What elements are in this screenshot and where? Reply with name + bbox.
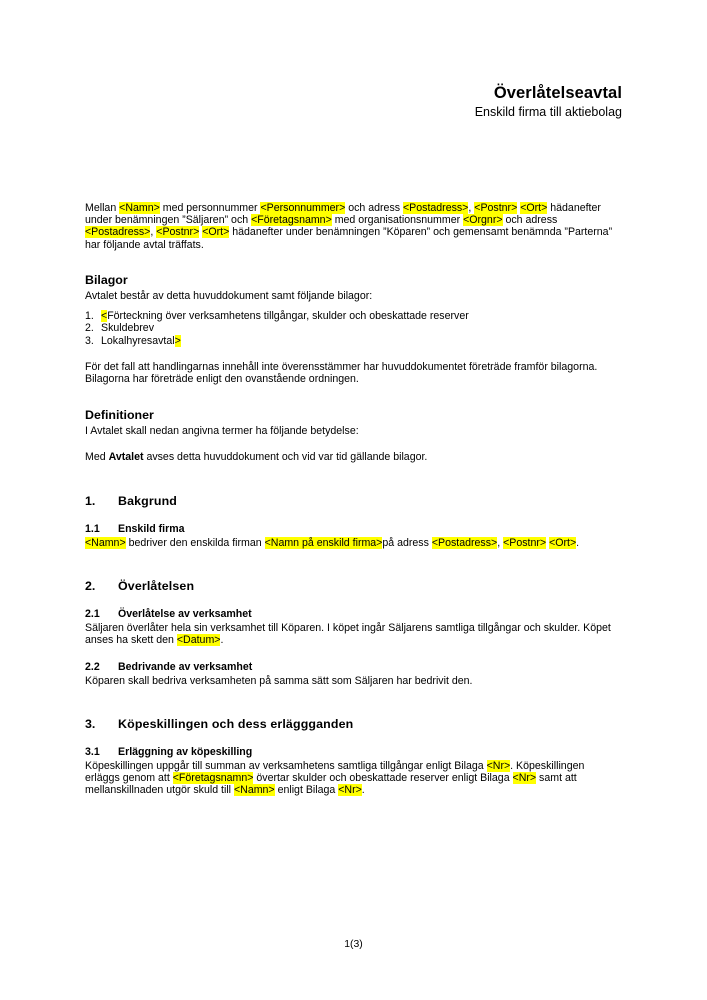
placeholder-namn: <Namn> <box>85 537 126 550</box>
section-1-title: Bakgrund <box>118 494 178 509</box>
heading-section-1-1 <box>85 523 622 536</box>
section-3-1-text-1: Köpeskillingen uppgår till summan av verksamhetens samtliga tillgångar enligt Bilaga <box>85 759 487 772</box>
placeholder-namn: <Namn> <box>119 202 160 214</box>
bilagor-note: För det fall att handlingarnas innehåll inte överensstämmer har huvuddokumentet företräde framför bilagorna. Bilagorna har företräde enligt den ovanstående ordningen. <box>85 361 598 386</box>
page-footer: 1(3) <box>344 939 363 950</box>
placeholder-nr-3: <Nr> <box>338 784 362 797</box>
intro-text-4: , <box>468 202 475 214</box>
section-2-1-text-1: Säljaren överlåter hela sin verksamhet till Köparen. I köpet ingår Säljarens samtliga tillgångar och skulder. Köpet anses ha skett den <box>85 622 611 647</box>
placeholder-open-bracket: < <box>101 310 108 323</box>
heading-section-2-1 <box>85 608 622 621</box>
section-1-1-text-5: . <box>576 537 580 550</box>
section-3-title: Köpeskillingen och dess erläggganden <box>118 716 354 731</box>
definition-term: Avtalet <box>108 450 144 463</box>
list-item <box>85 322 622 334</box>
bilagor-list <box>85 310 622 347</box>
placeholder-foretagsnamn: <Företagsnamn> <box>251 214 332 227</box>
heading-section-1 <box>85 493 622 509</box>
list-item <box>85 335 622 347</box>
section-3-1-paragraph <box>85 760 622 797</box>
placeholder-close-bracket: > <box>174 334 181 347</box>
heading-section-2-2 <box>85 661 622 674</box>
placeholder-personnummer: <Personnummer> <box>260 202 346 214</box>
placeholder-nr-1: <Nr> <box>486 759 511 772</box>
placeholder-nr-2: <Nr> <box>512 772 537 785</box>
placeholder-ort: <Ort> <box>520 202 548 214</box>
placeholder-postadress: <Postadress> <box>403 202 469 214</box>
bilagor-lead: Avtalet består av detta huvuddokument samt följande bilagor: <box>85 289 373 302</box>
definitioner-lead: I Avtalet skall nedan angivna termer ha följande betydelse: <box>85 424 359 437</box>
section-3-1-text-3: övertar skulder och obeskattade reserver enligt Bilaga <box>253 772 513 785</box>
placeholder-namn: <Namn> <box>233 784 275 797</box>
section-2-number: 2. <box>85 579 96 594</box>
section-2-1-text-2: . <box>220 634 224 647</box>
section-2-1-title: Överlåtelse av verksamhet <box>118 608 252 621</box>
page-title: Överlåtelseavtal <box>493 84 622 102</box>
heading-section-3 <box>85 716 622 732</box>
section-1-1-number: 1.1 <box>85 523 100 536</box>
intro-text-7: med organisationsnummer <box>331 214 464 227</box>
section-1-1-title: Enskild firma <box>118 523 185 536</box>
section-1-1-paragraph <box>85 537 622 549</box>
list-item-body <box>101 310 622 322</box>
list-item-body <box>101 335 622 347</box>
definition-suffix: avses detta huvuddokument och vid var tid gällande bilagor. <box>143 450 428 463</box>
section-2-title: Överlåtelsen <box>118 579 195 594</box>
section-1-number: 1. <box>85 494 96 509</box>
list-item-index: 2. <box>85 322 94 335</box>
section-2-1-number: 2.1 <box>85 608 100 621</box>
section-3-1-text-4: samt att mellanskillnaden utgör skuld till <box>85 772 577 797</box>
definition-prefix: Med <box>85 450 109 463</box>
heading-bilagor: Bilagor <box>85 272 128 287</box>
placeholder-foretagsnamn: <Företagsnamn> <box>172 772 254 785</box>
list-item <box>85 310 622 322</box>
intro-text-2: med personnummer <box>159 202 261 214</box>
list-item-label: Förteckning över verksamhetens tillgångar, skulder och obeskattade reserver <box>107 310 469 323</box>
placeholder-postnr: <Postnr> <box>474 202 518 214</box>
section-3-1-number: 3.1 <box>85 745 100 758</box>
intro-text-11: hädanefter under benämningen ”Köparen” och gemensamt benämnda ”Parterna” har följande avtal träffats. <box>85 226 613 251</box>
heading-section-3-1 <box>85 746 622 759</box>
section-1-1-text-1: bedriver den enskilda firman <box>125 537 265 550</box>
placeholder-datum: <Datum> <box>176 634 221 647</box>
document-header <box>85 84 622 120</box>
section-1-1-text-2: på adress <box>382 537 432 550</box>
section-2-2-paragraph: Köparen skall bedriva verksamheten på samma sätt som Säljaren har bedrivit den. <box>85 674 473 687</box>
section-2-2-title: Bedrivande av verksamhet <box>118 660 253 673</box>
placeholder-postnr-2: <Postnr> <box>156 226 200 239</box>
section-3-1-text-6: . <box>361 784 365 797</box>
intro-text-1: Mellan <box>85 202 120 214</box>
placeholder-postadress-2: <Postadress> <box>85 226 151 239</box>
list-item-label: Skuldebrev <box>101 322 154 335</box>
section-2-2-number: 2.2 <box>85 660 100 673</box>
section-2-1-paragraph <box>85 622 622 646</box>
list-item-index: 1. <box>85 310 94 323</box>
section-3-number: 3. <box>85 716 96 731</box>
list-item-label: Lokalhyresavtal <box>101 334 175 347</box>
document-body <box>85 202 622 796</box>
intro-paragraph <box>85 202 622 251</box>
placeholder-firmanamn: <Namn på enskild firma> <box>264 537 383 550</box>
placeholder-orgnr: <Orgnr> <box>463 214 503 227</box>
section-3-1-text-2: . Köpeskillingen erläggs genom att <box>85 759 585 785</box>
intro-text-6: hädanefter under benämningen ”Säljaren” och <box>85 202 601 227</box>
placeholder-ort-2: <Ort> <box>202 226 230 239</box>
section-3-1-text-5: enligt Bilaga <box>274 784 339 797</box>
intro-text-3: och adress <box>345 202 403 214</box>
placeholder-ort: <Ort> <box>549 537 577 550</box>
page-subtitle: Enskild firma till aktiebolag <box>474 105 622 119</box>
placeholder-postadress: <Postadress> <box>431 537 498 550</box>
section-1-1-text-3: , <box>497 537 504 550</box>
section-3-1-title: Erläggning av köpeskilling <box>118 745 253 758</box>
heading-section-2 <box>85 578 622 594</box>
definition-avtalet <box>85 451 622 463</box>
list-item-index: 3. <box>85 334 94 347</box>
heading-definitioner: Definitioner <box>85 407 154 422</box>
list-item-body <box>101 322 622 334</box>
intro-text-8: och adress <box>502 214 558 227</box>
intro-text-9: , <box>150 226 157 239</box>
placeholder-postnr: <Postnr> <box>503 537 547 550</box>
